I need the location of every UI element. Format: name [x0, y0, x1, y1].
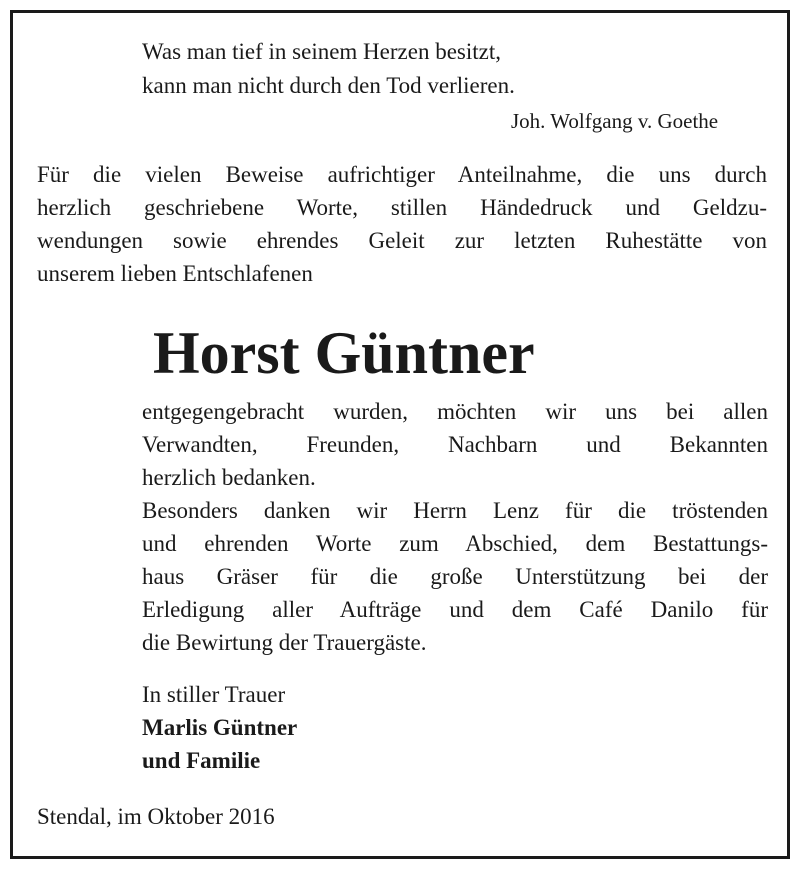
deceased-name: Horst Güntner — [153, 320, 535, 386]
thanks-line-7: Erledigung aller Aufträge und dem Café Danilo für — [142, 597, 768, 622]
thanks-line-1: entgegengebracht wurden, möchten wir uns bei allen — [142, 399, 768, 424]
thanks-line-3: herzlich bedanken. — [142, 465, 316, 490]
intro-line-4: unserem lieben Entschlafenen — [37, 261, 313, 286]
thanks-line-2: Verwandten, Freunden, Nachbarn und Bekannten — [142, 432, 768, 457]
quote-line-2: kann man nicht durch den Tod verlieren. — [142, 73, 515, 98]
intro-line-2: herzlich geschriebene Worte, stillen Händedruck und Geldzu- — [37, 195, 767, 220]
thanks-line-8: die Bewirtung der Trauergäste. — [142, 630, 427, 655]
quote-author: Joh. Wolfgang v. Goethe — [511, 109, 719, 133]
quote-line-1: Was man tief in seinem Herzen besitzt, — [142, 39, 501, 64]
thanks-line-4: Besonders danken wir Herrn Lenz für die tröstenden — [142, 498, 768, 523]
signature-name: Marlis Güntner — [142, 715, 298, 740]
place-date: Stendal, im Oktober 2016 — [37, 804, 275, 829]
obituary-frame — [10, 10, 790, 859]
signature-mourning: In stiller Trauer — [142, 682, 286, 707]
thanks-line-5: und ehrenden Worte zum Abschied, dem Bestattungs- — [142, 531, 768, 556]
intro-line-3: wendungen sowie ehrendes Geleit zur letzten Ruhestätte von — [37, 228, 767, 253]
thanks-line-6: haus Gräser für die große Unterstützung bei der — [142, 564, 768, 589]
intro-line-1: Für die vielen Beweise aufrichtiger Anteilnahme, die uns durch — [37, 162, 767, 187]
signature-family: und Familie — [142, 748, 261, 773]
